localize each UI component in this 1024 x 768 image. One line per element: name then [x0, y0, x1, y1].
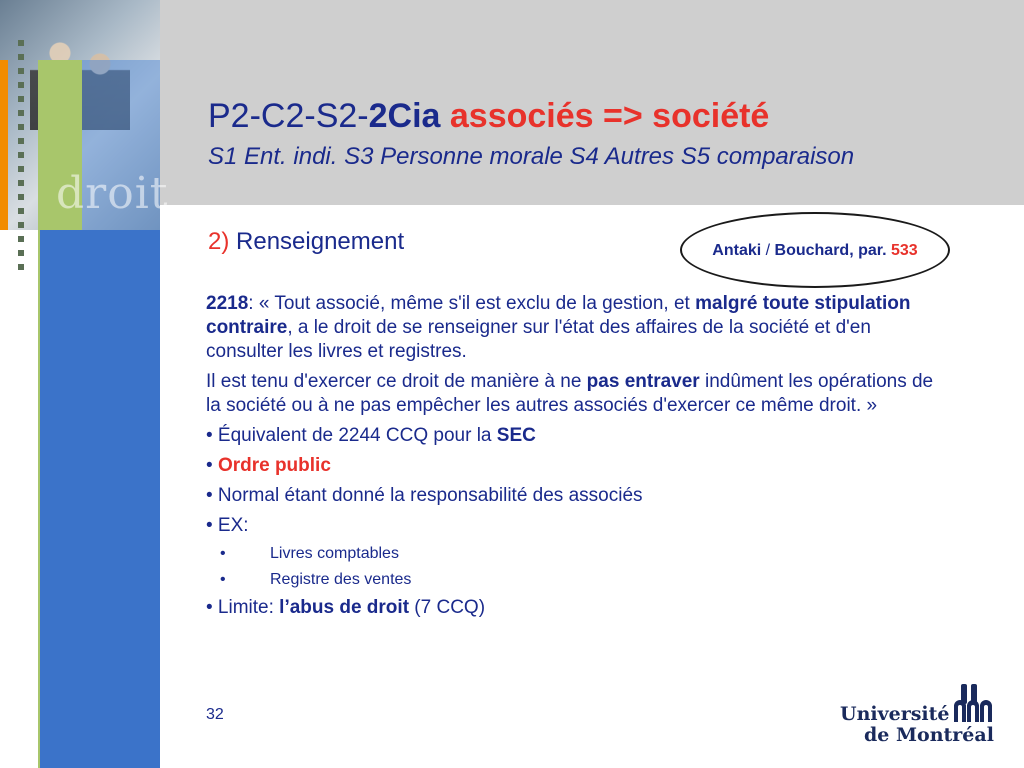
bullet-1-text: • Équivalent de 2244 CCQ pour la: [206, 425, 497, 446]
paragraph2-bold: pas entraver: [586, 371, 700, 392]
reference-second: Bouchard, par.: [774, 242, 891, 259]
bullet-2-red: Ordre public: [217, 455, 331, 476]
slide-subtitle: S1 Ent. indi. S3 Personne morale S4 Autres S5 comparaison: [208, 143, 855, 170]
sub-bullet-text: Registre des ventes: [270, 571, 412, 588]
section-number: 2): [208, 228, 230, 255]
sub-bullet-item: [206, 544, 946, 564]
article-bold: malgré toute stipulation contraire: [206, 293, 911, 338]
udem-logo-icon: [954, 682, 992, 722]
body-text: [206, 292, 946, 626]
paragraph2-text-1: Il est tenu d'exercer ce droit de manière à ne: [206, 371, 587, 392]
slide-title: [208, 97, 769, 136]
bullet-item: [206, 454, 946, 478]
section-heading: [208, 228, 404, 256]
blue-decor-column: [40, 230, 160, 768]
bullet-5-text: • Limite:: [206, 597, 280, 618]
paragraph2-text-2: indûment les opérations de la société ou à ne pas empêcher les autres associés d'exercer ce même droit. »: [206, 371, 934, 416]
bullet-item: • EX:: [206, 515, 249, 536]
reference-separator: /: [761, 242, 775, 259]
bullet-item: • Normal étant donné la responsabilité des associés: [206, 485, 643, 506]
reference-paragraph: 533: [891, 242, 918, 259]
bullet-5-bold: l’abus de droit: [279, 597, 410, 618]
droit-watermark: droit: [56, 168, 169, 219]
page-number: 32: [206, 706, 224, 723]
logo-line-2: de Montréal: [864, 724, 994, 746]
reference-author: Antaki: [712, 242, 762, 259]
university-logo: [836, 680, 996, 750]
title-bold: 2Cia: [368, 97, 441, 135]
second-paragraph: [206, 370, 946, 418]
bullet-5-after: (7 CCQ): [409, 597, 486, 618]
bullet-item: [206, 424, 946, 448]
article-paragraph: [206, 292, 946, 364]
orange-decor-bar: [0, 60, 8, 230]
sub-bullet-dot: •: [220, 545, 226, 562]
title-prefix: P2-C2-S2-: [208, 97, 369, 135]
bullet-1-bold: SEC: [496, 425, 536, 446]
bullet-item: [206, 596, 946, 620]
reference-ellipse: [680, 212, 950, 288]
article-text-2: , a le droit de se renseigner sur l'état des affaires de la société et d'en consulter les livres et registres.: [206, 317, 871, 362]
bullet-2-dot: •: [206, 455, 218, 476]
sub-bullet-dot: •: [220, 571, 226, 588]
title-red: associés => société: [449, 97, 770, 135]
logo-line-1: Université: [840, 703, 950, 725]
dotted-decor-line: [18, 40, 24, 275]
article-text-1: : « Tout associé, même s'il est exclu de la gestion, et: [248, 293, 696, 314]
sub-bullet-item: [206, 570, 946, 590]
section-label: Renseignement: [236, 228, 405, 255]
reference-text: [682, 242, 948, 260]
sub-bullet-text: Livres comptables: [270, 545, 399, 562]
article-number: 2218: [206, 293, 249, 314]
